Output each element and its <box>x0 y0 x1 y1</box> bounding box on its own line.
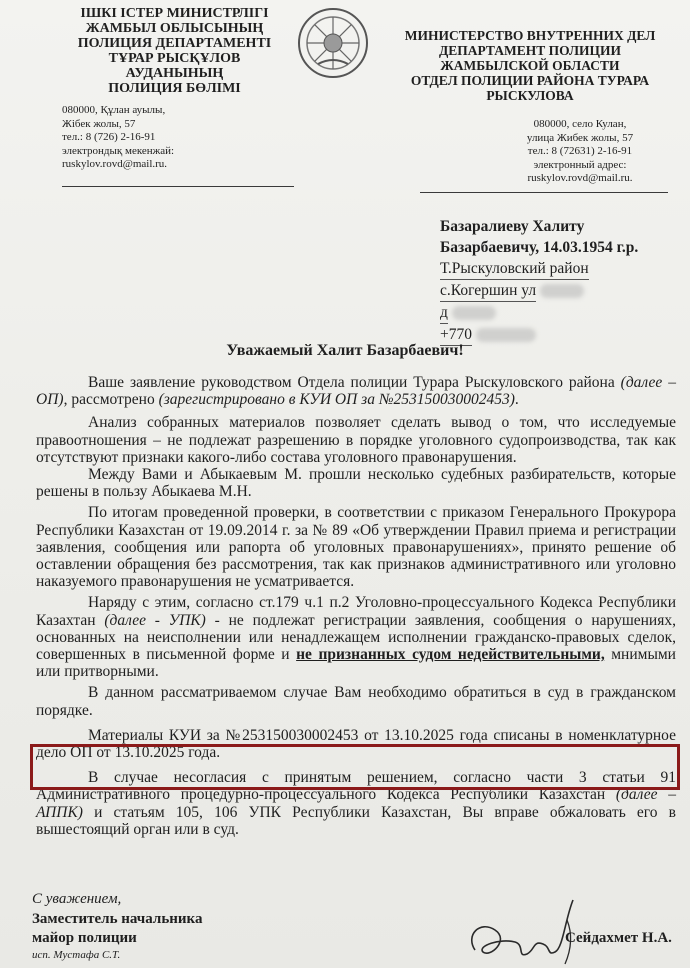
text-run: , рассмотрено <box>63 391 159 409</box>
address-kz-line: электрондық мекенжай: <box>62 144 175 157</box>
redacted-mark <box>540 284 584 298</box>
salutation: Уважаемый Халит Базарбаевич! <box>226 342 464 359</box>
paragraph: Между Вами и Абыкаевым М. прошли несколько судебных разбирательств, которые решены в пользу Абыкаева М.Н. <box>36 466 676 501</box>
regards: С уважением, <box>32 891 122 907</box>
header-ru-line: МИНИСТЕРСТВО ВНУТРЕННИХ ДЕЛ <box>404 28 656 43</box>
recipient-village: с.Когершин ул <box>440 280 536 302</box>
address-russian <box>495 118 665 186</box>
address-ru-line: ruskylov.rovd@mail.ru. <box>527 172 633 184</box>
text-run: и статьям 105, 106 УПК Республики Казахстан, Вы вправе обжаловать его в вышестоящий орган или в суд. <box>36 803 676 838</box>
header-ru-line: ДЕПАРТАМЕНТ ПОЛИЦИИ <box>438 43 622 58</box>
text-run: Наряду с этим, согласно ст.179 ч.1 п.2 Уголовно-процессуального Кодекса Республики Казахтан <box>36 594 676 629</box>
header-kz-line: ПОЛИЦИЯ ДЕПАРТАМЕНТІ <box>77 36 272 51</box>
recipient-house: д <box>440 302 448 324</box>
paragraph: Анализ собранных материалов позволяет сделать вывод о том, что исследуемые правоотношения – не подлежат разрешению в порядке уголовного судопроизводства, так как отсутствуют признаки какого-либо состава уголовного правонарушения. <box>36 414 676 466</box>
header-divider-right <box>420 192 668 193</box>
header-kz-line: ПОЛИЦИЯ БӨЛІМІ <box>108 81 241 96</box>
text-run: мнимыми или притворными. <box>36 646 676 681</box>
text-run-italic: (зарегистрировано в КУИ ОП за №253150030002453) <box>158 391 515 409</box>
header-divider-left <box>62 186 294 187</box>
redacted-mark <box>452 306 496 320</box>
text-run: . <box>514 391 519 409</box>
handwritten-signature-icon <box>455 880 605 968</box>
text-run: - не подлежат регистрации заявления, сообщения о нарушениях, основанных на неисполнении или ненадлежащем исполнении гражданско-правовых сделок, совершенных в письменной форме и <box>36 611 676 664</box>
recipient-district: Т.Рыскуловский район <box>440 258 589 280</box>
header-ru-line: ЖАМБЫЛСКОЙ ОБЛАСТИ <box>440 58 620 73</box>
address-kazakh <box>62 104 282 172</box>
paragraph <box>36 374 676 408</box>
address-ru-line: электронный адрес: <box>533 158 627 171</box>
paragraph: По итогам проведенной проверки, в соответствии с приказом Генерального Прокурора Республики Казахстан от 19.09.2014 г. за № 89 «Об утверждении Правил приема и регистрации заявления, сообщения или рапорта об уголовных правонарушениях», принято решение об оставлении обращения без рассмотрения, так как признаков административного или уголовно наказуемого правонарушения не усматривается. <box>36 504 676 591</box>
highlight-box <box>30 744 680 790</box>
signer-position: Заместитель начальника <box>32 910 203 927</box>
signature-block <box>32 890 292 962</box>
header-ru-line: РЫСКУЛОВА <box>486 88 574 103</box>
recipient-name: Базаралиеву Халиту <box>440 218 585 235</box>
header-kz-line: ТҰРАР РЫСҚҰЛОВ АУДАНЫНЫҢ <box>108 51 241 81</box>
highlighted-paragraph: Материалы КУИ за №253150030002453 от 13.10.2025 года списаны в номенклатурное дело ОП от 13.10.2025 года. <box>36 726 676 762</box>
address-ru-line: улица Жибек жолы, 57 <box>526 131 634 144</box>
header-ru-line: ОТДЕЛ ПОЛИЦИИ РАЙОНА ТУРАРА <box>410 73 650 88</box>
address-kz-line: ruskylov.rovd@mail.ru. <box>62 158 168 170</box>
paragraph <box>36 594 676 680</box>
recipient-block <box>440 216 675 346</box>
recipient-name-dob: Базарбаевичу, 14.03.1954 г.р. <box>440 239 639 256</box>
address-kz-line: тел.: 8 (726) 2-16-91 <box>62 131 156 143</box>
state-emblem-icon <box>296 6 370 80</box>
redacted-mark <box>476 328 536 342</box>
text-run-italic: (далее - УПК) <box>104 611 206 629</box>
header-kazakh <box>62 6 287 96</box>
header-kz-line: ІШКІ ІСТЕР МИНИСТРЛІГІ <box>80 6 269 21</box>
address-kz-line: Жібек жолы, 57 <box>62 117 136 130</box>
executor: исп. Мустафа С.Т. <box>32 948 121 961</box>
recipient-phone: +770 <box>440 324 472 346</box>
header-russian <box>395 28 665 103</box>
header-kz-line: ЖАМБЫЛ ОБЛЫСЫНЫҢ <box>85 21 264 36</box>
address-ru-line: 080000, село Кулан, <box>533 118 627 130</box>
text-run-italic: (далее – АППК) <box>36 786 676 821</box>
text-run: В случае несогласия с принятым решением, согласно части 3 статьи 91 Административного процедурно-процессуального Кодекса Республики Казахстан <box>36 769 676 804</box>
paragraph: В данном рассматриваемом случае Вам необходимо обратиться в суд в гражданском порядке. <box>36 684 676 719</box>
address-ru-line: тел.: 8 (72631) 2-16-91 <box>527 145 633 157</box>
signer-name: Сейдахмет Н.А. <box>565 930 672 946</box>
text-run-bold-underline: не признанных судом недействительными, <box>296 646 605 664</box>
text-run-italic: (далее – ОП) <box>36 374 676 409</box>
signer-rank: майор полиции <box>32 930 137 946</box>
address-kz-line: 080000, Құлан ауылы, <box>62 104 166 116</box>
text-run: Ваше заявление руководством Отдела полиции Турара Рыскуловского района <box>88 374 621 391</box>
